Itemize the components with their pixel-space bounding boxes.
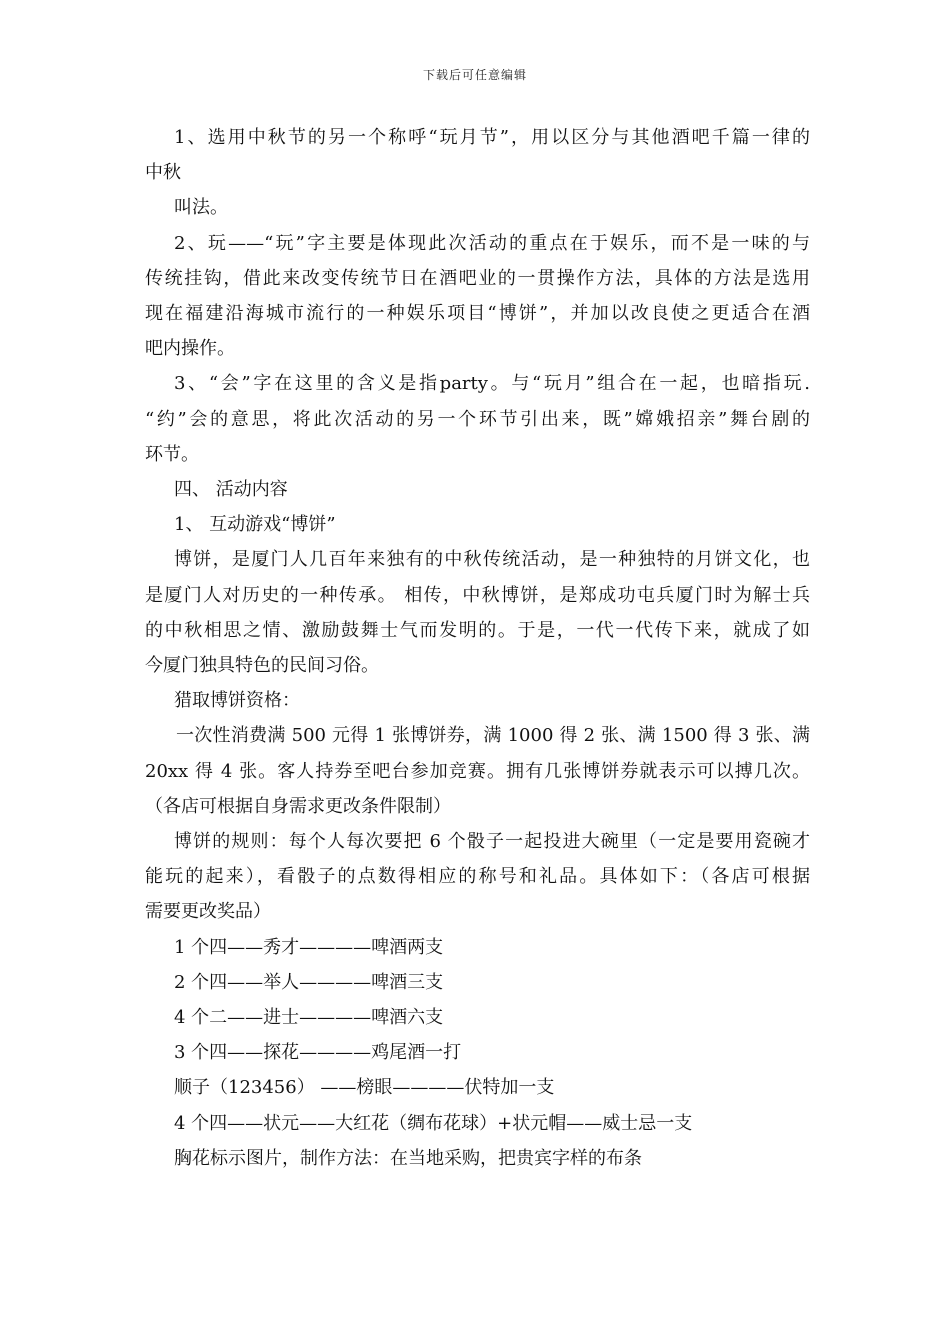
text-line: 3 个四——探花————鸡尾酒一打 <box>174 1042 462 1064</box>
text-line: 4 个四——状元——大红花（绸布花球）+状元帽——威士忌一支 <box>174 1112 693 1134</box>
text-line: 胸花标示图片，制作方法：在当地采购，把贵宾字样的布条 <box>174 1147 642 1169</box>
text-line: 四、 活动内容 <box>174 479 288 501</box>
text-line: 博饼的规则：每个人每次要把 6 个骰子一起投进大碗里（一定是要用瓷碗才 <box>174 831 810 853</box>
text-line: 1 个四——秀才————啤酒两支 <box>174 936 444 958</box>
text-line: 今厦门独具特色的民间习俗。 <box>145 655 379 677</box>
text-line: 3、“会”字在这里的含义是指party。与“玩月”组合在一起，也暗指玩. <box>174 373 810 395</box>
text-line: 吧内操作。 <box>145 338 235 360</box>
text-line: “约”会的意思，将此次活动的另一个环节引出来，既”嫦娥招亲”舞台剧的 <box>145 408 810 430</box>
text-line: 环节。 <box>145 443 199 465</box>
text-line: 2、玩——“玩”字主要是体现此次活动的重点在于娱乐，而不是一味的与 <box>174 232 810 254</box>
text-line: 叫法。 <box>174 197 228 219</box>
text-line: 2 个四——举人————啤酒三支 <box>174 971 444 993</box>
text-line: 1、选用中秋节的另一个称呼“玩月节”，用以区分与其他酒吧千篇一律的 <box>174 127 810 148</box>
text-line: 4 个二——进士————啤酒六支 <box>174 1007 444 1029</box>
text-line: 顺子（123456） ——榜眼————伏特加一支 <box>174 1077 555 1099</box>
document-body <box>145 120 810 1176</box>
text-line: 能玩的起来），看骰子的点数得相应的称号和礼品。具体如下：（各店可根据 <box>145 866 810 888</box>
text-line: （各店可根据自身需求更改条件限制） <box>145 795 451 817</box>
text-line: 1、 互动游戏“博饼” <box>174 514 336 536</box>
text-line: 需要更改奖品） <box>145 901 271 923</box>
text-line: 现在福建沿海城市流行的一种娱乐项目“博饼”，并加以改良使之更适合在酒 <box>145 303 810 325</box>
text-line: 20xx 得 4 张。客人持券至吧台参加竞赛。拥有几张博饼券就表示可以搏几次。 <box>145 760 810 782</box>
text-line: 一次性消费满 500 元得 1 张博饼券，满 1000 得 2 张、满 1500 得 3 张、满 <box>176 725 810 747</box>
text-line: 的中秋相思之情、激励鼓舞士气而发明的。于是，一代一代传下来，就成了如 <box>145 619 810 641</box>
text-line: 博饼，是厦门人几百年来独有的中秋传统活动，是一种独特的月饼文化，也 <box>174 549 810 571</box>
text-line: 中秋 <box>145 162 181 184</box>
text-line: 猎取博饼资格： <box>174 690 300 712</box>
page-header-note: 下载后可任意编辑 <box>422 68 527 82</box>
text-line: 传统挂钩，借此来改变传统节日在酒吧业的一贯操作方法，具体的方法是选用 <box>145 267 810 289</box>
text-line: 是厦门人对历史的一种传承。 相传，中秋博饼，是郑成功屯兵厦门时为解士兵 <box>145 584 810 606</box>
